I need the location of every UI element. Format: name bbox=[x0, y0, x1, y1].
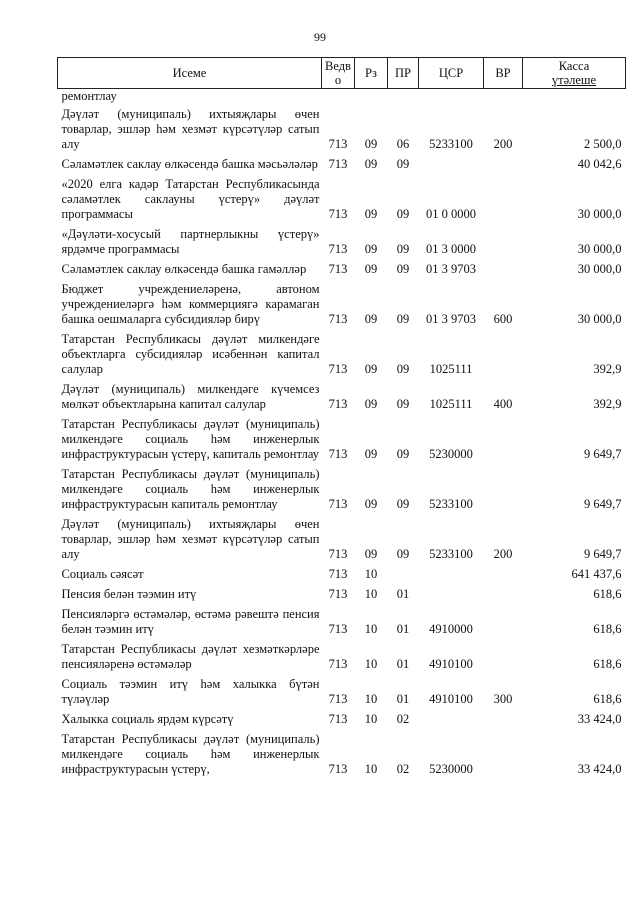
row-ved bbox=[322, 89, 355, 107]
table-body bbox=[58, 89, 626, 782]
row-csr bbox=[419, 89, 484, 107]
row-pr: 09 bbox=[396, 157, 410, 171]
row-csr bbox=[419, 566, 484, 586]
row-name: «Дәүләти-хосусый партнерлыкны үстерү» ярдәмче программасы bbox=[61, 227, 320, 256]
table-row bbox=[58, 89, 626, 107]
row-name: Пенсияләргә өстәмәләр, өстәмә рәвештә пенсия белән тәэмин итү bbox=[61, 607, 320, 636]
row-ved: 713 bbox=[328, 622, 348, 636]
row-name: Дәүләт (муниципаль) ихтыяҗлары өчен товарлар, эшләр һәм хезмәт күрсәтүләр сатып алу bbox=[61, 517, 320, 561]
row-kassa: 9 649,7 bbox=[584, 447, 622, 461]
table-row bbox=[58, 731, 626, 781]
row-vr: 400 bbox=[493, 397, 513, 411]
row-pr: 09 bbox=[396, 547, 410, 561]
table-row bbox=[58, 176, 626, 226]
row-vr bbox=[484, 156, 523, 176]
row-csr bbox=[419, 156, 484, 176]
row-csr: 01 3 9703 bbox=[426, 312, 476, 326]
row-vr bbox=[484, 466, 523, 516]
row-csr: 01 3 9703 bbox=[426, 262, 476, 276]
row-kassa: 30 000,0 bbox=[577, 312, 622, 326]
row-pr: 06 bbox=[396, 137, 410, 151]
row-vr: 200 bbox=[493, 137, 513, 151]
row-pr: 09 bbox=[396, 207, 410, 221]
row-kassa: 9 649,7 bbox=[584, 497, 622, 511]
table-row bbox=[58, 381, 626, 416]
row-ved: 713 bbox=[328, 712, 348, 726]
header-kassa bbox=[523, 58, 626, 89]
row-kassa: 33 424,0 bbox=[577, 762, 622, 776]
table-header bbox=[58, 58, 626, 89]
row-ved: 713 bbox=[328, 657, 348, 671]
table-row bbox=[58, 606, 626, 641]
row-rz: 09 bbox=[364, 312, 378, 326]
header-kassa-line1: Касса bbox=[558, 59, 590, 73]
row-rz: 09 bbox=[364, 497, 378, 511]
row-pr: 09 bbox=[396, 497, 410, 511]
row-ved: 713 bbox=[328, 447, 348, 461]
row-name: Татарстан Республикасы дәүләт милкендәге объектларга субсидияләр исәбеннән капитал салулар bbox=[61, 332, 320, 376]
row-ved: 713 bbox=[328, 567, 348, 581]
row-csr: 4910100 bbox=[429, 657, 473, 671]
table-row bbox=[58, 641, 626, 676]
header-pr: ПР bbox=[388, 58, 419, 89]
row-ved: 713 bbox=[328, 312, 348, 326]
row-rz: 10 bbox=[364, 567, 378, 581]
row-kassa: 40 042,6 bbox=[577, 157, 622, 171]
row-ved: 713 bbox=[328, 762, 348, 776]
row-rz: 09 bbox=[364, 362, 378, 376]
row-name: Халыкка социаль ярдәм күрсәтү bbox=[61, 712, 234, 726]
row-name: Татарстан Республикасы дәүләт (муниципаль) милкендәге социаль һәм инженерлык инфраструктурасын капиталь ремонтлау bbox=[61, 467, 320, 511]
row-pr bbox=[388, 566, 419, 586]
row-ved: 713 bbox=[328, 137, 348, 151]
row-rz: 09 bbox=[364, 157, 378, 171]
row-kassa: 30 000,0 bbox=[577, 242, 622, 256]
row-rz: 10 bbox=[364, 622, 378, 636]
row-rz: 10 bbox=[364, 762, 378, 776]
row-pr: 09 bbox=[396, 447, 410, 461]
row-ved: 713 bbox=[328, 362, 348, 376]
row-pr: 02 bbox=[396, 712, 410, 726]
row-ved: 713 bbox=[328, 692, 348, 706]
header-rz: Рз bbox=[355, 58, 388, 89]
row-csr: 1025111 bbox=[429, 397, 473, 411]
row-kassa: 392,9 bbox=[593, 362, 622, 376]
row-name: Татарстан Республикасы дәүләт (муниципаль) милкендәге социаль һәм инженерлык инфраструктурасын үстерү, bbox=[61, 732, 320, 776]
row-vr bbox=[484, 226, 523, 261]
table-row bbox=[58, 676, 626, 711]
row-vr bbox=[484, 261, 523, 281]
row-csr: 5233100 bbox=[429, 137, 473, 151]
table-row bbox=[58, 106, 626, 156]
table-row bbox=[58, 466, 626, 516]
row-vr bbox=[484, 89, 523, 107]
row-ved: 713 bbox=[328, 262, 348, 276]
row-name: Социаль сәясәт bbox=[61, 567, 144, 581]
row-rz: 10 bbox=[364, 712, 378, 726]
table-row bbox=[58, 281, 626, 331]
row-ved: 713 bbox=[328, 242, 348, 256]
row-kassa: 392,9 bbox=[593, 397, 622, 411]
row-vr bbox=[484, 176, 523, 226]
header-csr: ЦСР bbox=[419, 58, 484, 89]
row-name: Татарстан Республикасы дәүләт (муниципаль) милкендәге социаль һәм инженерлык инфраструктурасын үстерү, капиталь ремонтлау bbox=[61, 417, 320, 461]
header-ved: Ведво bbox=[322, 58, 355, 89]
row-pr: 09 bbox=[396, 362, 410, 376]
row-kassa: 33 424,0 bbox=[577, 712, 622, 726]
row-csr: 4910100 bbox=[429, 692, 473, 706]
table-row bbox=[58, 331, 626, 381]
row-kassa: 30 000,0 bbox=[577, 207, 622, 221]
row-rz: 09 bbox=[364, 447, 378, 461]
page-number: 99 bbox=[314, 30, 326, 44]
row-rz bbox=[355, 89, 388, 107]
row-csr: 5230000 bbox=[429, 762, 473, 776]
row-vr bbox=[484, 566, 523, 586]
table-row bbox=[58, 711, 626, 731]
row-rz: 10 bbox=[364, 657, 378, 671]
row-ved: 713 bbox=[328, 547, 348, 561]
row-csr: 5230000 bbox=[429, 447, 473, 461]
row-ved: 713 bbox=[328, 587, 348, 601]
row-ved: 713 bbox=[328, 397, 348, 411]
row-csr: 5233100 bbox=[429, 497, 473, 511]
row-pr: 09 bbox=[396, 242, 410, 256]
row-kassa: 618,6 bbox=[593, 587, 622, 601]
table-row bbox=[58, 566, 626, 586]
row-pr bbox=[388, 89, 419, 107]
header-name: Исеме bbox=[58, 58, 322, 89]
row-csr bbox=[419, 711, 484, 731]
row-kassa: 30 000,0 bbox=[577, 262, 622, 276]
row-kassa bbox=[523, 89, 626, 107]
row-kassa: 9 649,7 bbox=[584, 547, 622, 561]
row-vr bbox=[484, 331, 523, 381]
row-vr bbox=[484, 731, 523, 781]
row-rz: 10 bbox=[364, 692, 378, 706]
row-kassa: 641 437,6 bbox=[571, 567, 622, 581]
row-vr: 300 bbox=[493, 692, 513, 706]
budget-table bbox=[57, 57, 626, 781]
row-vr bbox=[484, 416, 523, 466]
row-csr: 4910000 bbox=[429, 622, 473, 636]
header-kassa-line2: үтәлеше bbox=[551, 73, 597, 87]
row-rz: 09 bbox=[364, 262, 378, 276]
row-pr: 09 bbox=[396, 312, 410, 326]
row-pr: 01 bbox=[396, 692, 410, 706]
row-vr: 600 bbox=[493, 312, 513, 326]
row-name: Дәүләт (муниципаль) ихтыяҗлары өчен товарлар, эшләр һәм хезмәт күрсәтүләр сатып алу bbox=[61, 107, 320, 151]
row-pr: 09 bbox=[396, 397, 410, 411]
row-kassa: 618,6 bbox=[593, 622, 622, 636]
row-name: Социаль тәэмин итү һәм халыкка бүтән түләүләр bbox=[61, 677, 320, 706]
row-pr: 01 bbox=[396, 657, 410, 671]
row-name: ремонтлау bbox=[61, 89, 117, 103]
row-vr bbox=[484, 711, 523, 731]
header-vr: ВР bbox=[484, 58, 523, 89]
row-pr: 01 bbox=[396, 587, 410, 601]
row-name: Татарстан Республикасы дәүләт хезмәткәрләре пенсияләренә өстәмәләр bbox=[61, 642, 320, 671]
table-row bbox=[58, 261, 626, 281]
row-vr bbox=[484, 586, 523, 606]
row-ved: 713 bbox=[328, 157, 348, 171]
row-pr: 02 bbox=[396, 762, 410, 776]
row-rz: 09 bbox=[364, 242, 378, 256]
row-name: Дәүләт (муниципаль) милкендәге күчемсез мөлкәт объектларына капитал салулар bbox=[61, 382, 320, 411]
table-row bbox=[58, 586, 626, 606]
row-vr: 200 bbox=[493, 547, 513, 561]
row-name: Сәламәтлек саклау өлкәсендә башка гамәлләр bbox=[61, 262, 307, 276]
row-rz: 09 bbox=[364, 207, 378, 221]
row-ved: 713 bbox=[328, 207, 348, 221]
row-kassa: 2 500,0 bbox=[584, 137, 622, 151]
table-row bbox=[58, 156, 626, 176]
row-vr bbox=[484, 606, 523, 641]
row-pr: 09 bbox=[396, 262, 410, 276]
row-csr: 1025111 bbox=[429, 362, 473, 376]
row-pr: 01 bbox=[396, 622, 410, 636]
row-rz: 10 bbox=[364, 587, 378, 601]
row-csr bbox=[419, 586, 484, 606]
row-rz: 09 bbox=[364, 547, 378, 561]
row-ved: 713 bbox=[328, 497, 348, 511]
table-row bbox=[58, 226, 626, 261]
row-csr: 5233100 bbox=[429, 547, 473, 561]
row-kassa: 618,6 bbox=[593, 657, 622, 671]
row-kassa: 618,6 bbox=[593, 692, 622, 706]
row-rz: 09 bbox=[364, 137, 378, 151]
row-csr: 01 3 0000 bbox=[426, 242, 476, 256]
row-name: «2020 елга кадәр Татарстан Республикасында сәламәтлек саклауны үстерү» дәүләт программасы bbox=[61, 177, 320, 221]
row-vr bbox=[484, 641, 523, 676]
row-name: Сәламәтлек саклау өлкәсендә башка мәсьәләләр bbox=[61, 157, 318, 171]
row-csr: 01 0 0000 bbox=[426, 207, 476, 221]
row-name: Бюджет учреждениеләренә, автоном учреждениеләргә һәм коммерциягә карамаган башка оешмаларга субсидияләр бирү bbox=[61, 282, 320, 326]
row-rz: 09 bbox=[364, 397, 378, 411]
table-row bbox=[58, 516, 626, 566]
table-row bbox=[58, 416, 626, 466]
row-name: Пенсия белән тәэмин итү bbox=[61, 587, 197, 601]
